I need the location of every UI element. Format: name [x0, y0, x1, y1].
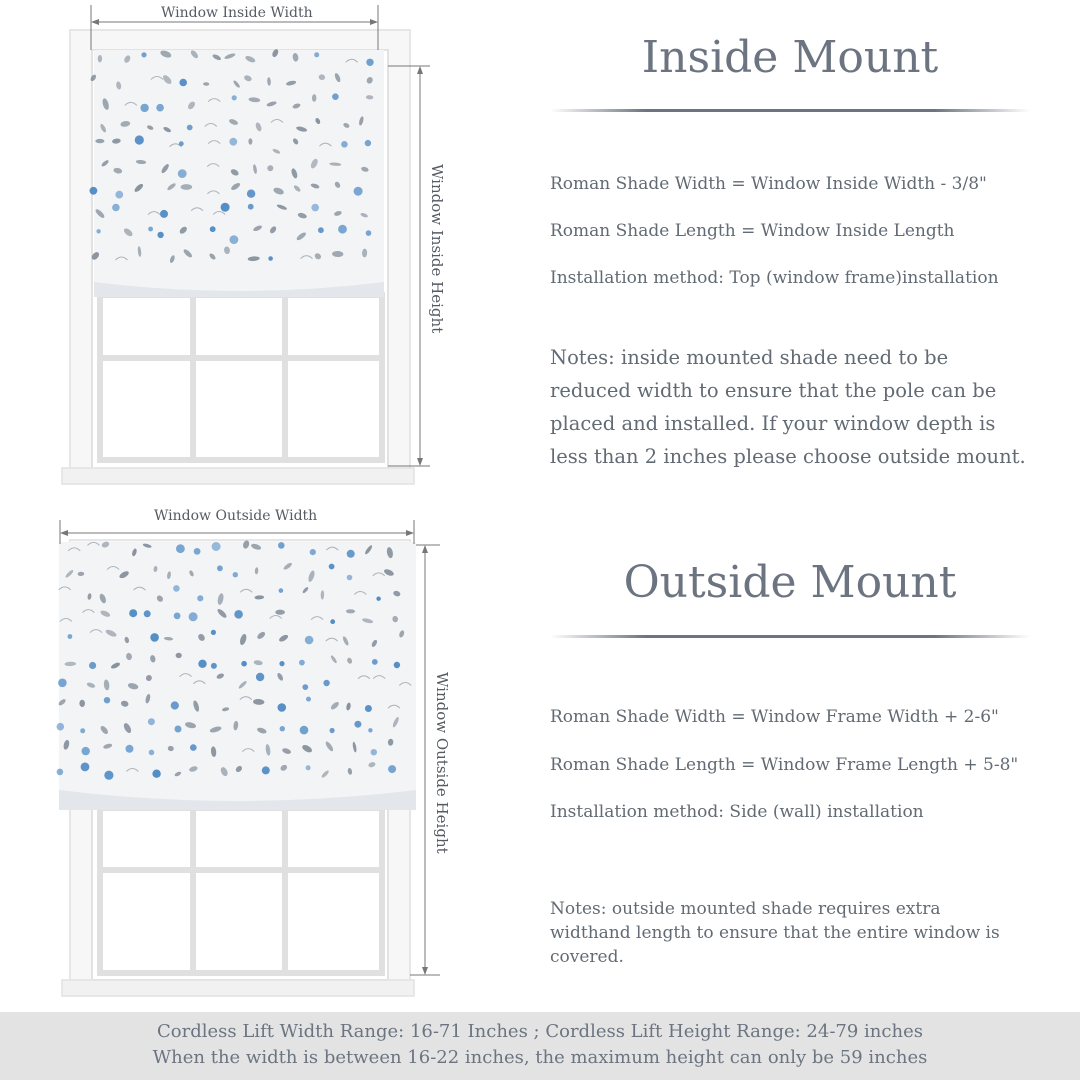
inside-length-formula: Roman Shade Length = Window Inside Length [550, 221, 955, 241]
outside-mount-notes [550, 897, 1030, 969]
outside-mount-title: Outside Mount [623, 557, 957, 608]
outside-width-label: Window Outside Width [150, 508, 321, 524]
inside-width-formula: Roman Shade Width = Window Inside Width - 3/8" [550, 174, 987, 194]
inside-roman-shade [89, 48, 384, 297]
inside-note-line: reduced width to ensure that the pole can be [550, 379, 997, 402]
inside-note-line: Notes: inside mounted shade need to be [550, 346, 949, 369]
inside-window-illustration [0, 0, 460, 500]
outside-roman-shade [57, 540, 417, 810]
outside-mount-diagram [0, 500, 470, 1005]
outside-note-line: widthand length to ensure that the entire window is [550, 923, 1000, 943]
footer-banner [0, 1012, 1080, 1080]
outside-height-label: Window Outside Height [433, 668, 451, 858]
outside-note-line: covered. [550, 947, 624, 967]
outside-install-method: Installation method: Side (wall) installation [550, 802, 924, 822]
footer-limit-text: When the width is between 16-22 inches, the maximum height can only be 59 inches [152, 1047, 928, 1068]
footer-range-text: Cordless Lift Width Range: 16-71 Inches ; Cordless Lift Height Range: 24-79 inches [157, 1021, 923, 1042]
outside-mount-divider [550, 635, 1030, 638]
inside-install-method: Installation method: Top (window frame)installation [550, 268, 999, 288]
inside-mount-notes [550, 341, 1040, 473]
inside-height-label: Window Inside Height [428, 160, 446, 337]
inside-note-line: less than 2 inches please choose outside mount. [550, 445, 1026, 468]
outside-width-formula: Roman Shade Width = Window Frame Width + 2-6" [550, 707, 999, 727]
outside-length-formula: Roman Shade Length = Window Frame Length + 5-8" [550, 755, 1019, 775]
inside-width-label: Window Inside Width [157, 5, 317, 21]
outside-window-illustration [0, 500, 470, 1005]
inside-note-line: placed and installed. If your window depth is [550, 412, 996, 435]
inside-mount-title: Inside Mount [641, 32, 939, 83]
outside-note-line: Notes: outside mounted shade requires extra [550, 899, 941, 919]
inside-mount-diagram [0, 0, 460, 500]
inside-mount-divider [550, 109, 1030, 112]
